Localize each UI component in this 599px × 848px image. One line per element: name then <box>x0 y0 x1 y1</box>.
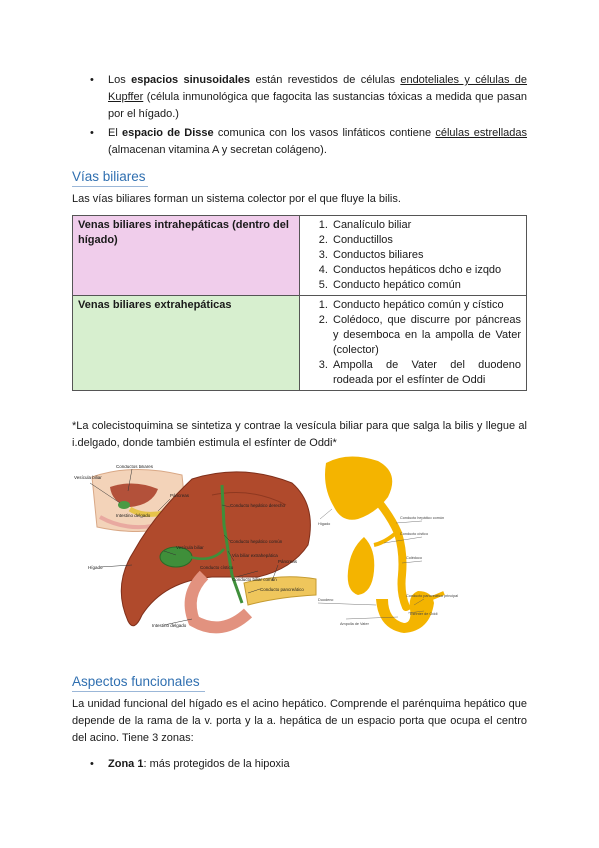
bullet-marker: • <box>90 74 94 86</box>
heading-underline <box>72 691 205 692</box>
table-header-cell: Venas biliares intrahepáticas (dentro del hígado) <box>73 216 300 296</box>
label-hepatico-comun-r: Conducto hepático común <box>400 516 445 520</box>
label-hepatico-derecho: Conducto hepático derecho <box>230 503 286 508</box>
list-item: 1. Conducto hepático común y cístico <box>331 298 521 313</box>
heading-vias-biliares: Vías biliares <box>72 169 146 184</box>
zone-1-item: Zona 1: más protegidos de la hipoxia <box>108 758 290 770</box>
bullet-disse: El espacio de Disse comunica con los vasos linfáticos contiene células estrelladas (almacenan vitamina A y secretan colágeno). <box>108 127 528 156</box>
list-item: 3. Ampolla de Vater del duodeno rodeada por el esfínter de Oddi <box>331 358 521 388</box>
label-cistico-r: Conducto cístico <box>400 532 429 536</box>
biliary-anatomy-figure <box>72 465 320 641</box>
label-pancreatico-r: Conducto pancreático principal <box>406 594 458 598</box>
bile-ducts-table <box>72 215 527 391</box>
label-biliar-comun: Conducto biliar común <box>232 577 277 582</box>
label-intestino: Intestino delgado <box>116 513 151 518</box>
heading-aspectos-funcionales: Aspectos funcionales <box>72 674 200 689</box>
bullet-marker: • <box>90 758 94 770</box>
vias-intro: Las vías biliares forman un sistema colector por el que fluye la bilis. <box>72 193 401 205</box>
list-item: 2. Conductillos <box>331 233 521 248</box>
bullet-marker: • <box>90 127 94 139</box>
label-coledoco-r: Colédoco <box>406 556 423 560</box>
label-hepatico-comun: Conducto hepático común <box>230 539 283 544</box>
label-oddi-r: Esfínter de Oddi <box>410 612 438 616</box>
label-vesicula: Vesícula biliar <box>74 475 102 480</box>
aspectos-body: La unidad funcional del hígado es el acino hepático. Comprende el parénquima hepático que depende de la rama de la v. porta y la a. hepática de un espacio porta que ocupa el centro del acino. Tiene 3 zonas: <box>72 698 527 744</box>
label-conductos-biliares: Conductos biliares <box>116 465 154 469</box>
table-row <box>73 216 527 296</box>
list-item: 1. Canalículo biliar <box>331 218 521 233</box>
cholecystokinin-note: *La colecistoquimina se sintetiza y contrae la vesícula biliar para que salga la bilis y llegue al i.delgado, donde también estimula el esfínter de Oddi* <box>72 420 527 449</box>
list-item: 4. Conductos hepáticos dcho e izqdo <box>331 263 521 278</box>
label-ampolla-r: Ampolla de Vater <box>340 622 369 626</box>
label-cistico: Conducto cístico <box>200 565 234 570</box>
label-pancreatico: Conducto pancreático <box>260 587 304 592</box>
list-item: 5. Conducto hepático común <box>331 278 521 293</box>
bullet-sinusoidales: Los espacios sinusoidales están revestidos de células endoteliales y células de Kupffer (célula inmunológica que fagocita las sustancias tóxicas a medida que pasan por el hígado.) <box>108 74 528 120</box>
label-higado-r: Hígado <box>318 522 331 526</box>
table-list-cell <box>300 216 527 296</box>
table-header-cell: Venas biliares extrahepáticas <box>73 296 300 391</box>
list-item: 2. Colédoco, que discurre por páncreas y desemboca en la ampolla de Vater (colector) <box>331 313 521 358</box>
list-item: 3. Conductos biliares <box>331 248 521 263</box>
label-pancreas-2: Páncreas <box>278 559 298 564</box>
bile-duct-schematic <box>318 453 458 643</box>
label-higado: Hígado <box>88 565 103 570</box>
label-via-extrahepatica: Vía biliar extrahepática <box>232 553 278 558</box>
table-list-cell <box>300 296 527 391</box>
heading-underline <box>72 186 148 187</box>
label-vesicula-2: Vesícula biliar <box>176 545 204 550</box>
label-intestino-2: Intestino delgado <box>152 623 187 628</box>
label-pancreas: Páncreas <box>170 493 190 498</box>
table-row <box>73 296 527 391</box>
label-duodeno-r: Duodeno <box>318 598 334 602</box>
